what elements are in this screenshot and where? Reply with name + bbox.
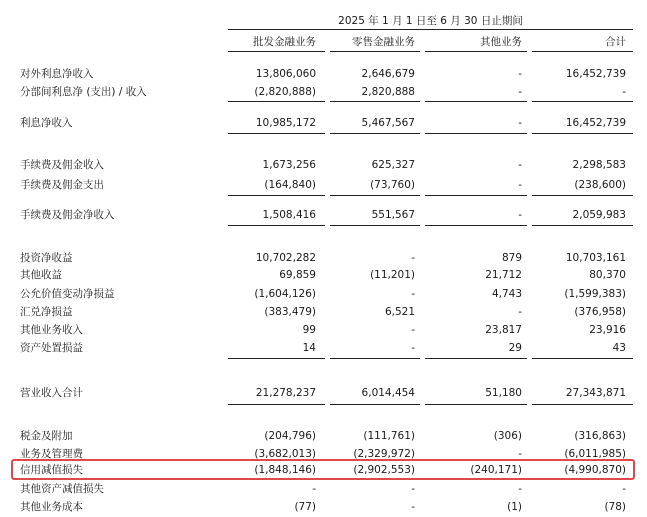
cell-other: - — [518, 68, 522, 80]
subtotal-rule — [330, 358, 420, 359]
cell-total: (4,990,870) — [564, 464, 626, 476]
cell-retail: 625,327 — [371, 159, 415, 171]
col-rule-3 — [425, 51, 527, 52]
table-row — [0, 84, 647, 100]
row-label: 对外利息净收入 — [20, 68, 94, 80]
cell-retail: 5,467,567 — [361, 117, 415, 129]
row-label: 分部间利息净 (支出) / 收入 — [20, 86, 147, 98]
cell-other: (1) — [507, 501, 522, 513]
cell-wholesale: (77) — [294, 501, 316, 513]
col-rule-4 — [532, 51, 633, 52]
subtotal-rule — [532, 101, 633, 102]
subtotal-rule — [425, 101, 527, 102]
subtotal-rule — [532, 358, 633, 359]
cell-total: (376,958) — [574, 306, 626, 318]
row-label: 手续费及佣金净收入 — [20, 209, 115, 221]
cell-total: (238,600) — [574, 179, 626, 191]
cell-total: 80,370 — [589, 269, 626, 281]
cell-wholesale: 10,985,172 — [255, 117, 316, 129]
cell-retail: (111,761) — [363, 430, 415, 442]
cell-other: - — [518, 483, 522, 495]
col-header-total: 合计 — [605, 36, 626, 48]
subtotal-rule — [532, 225, 633, 226]
cell-retail: (2,902,553) — [353, 464, 415, 476]
subtotal-rule — [425, 195, 527, 196]
cell-retail: (2,329,972) — [353, 448, 415, 460]
subtotal-rule — [228, 358, 325, 359]
table-row — [0, 115, 647, 131]
cell-total: 23,916 — [589, 324, 626, 336]
cell-total: 2,059,983 — [572, 209, 626, 221]
row-highlight-box — [11, 459, 635, 480]
cell-other: 21,712 — [485, 269, 522, 281]
period-rule — [228, 29, 633, 30]
cell-retail: (11,201) — [370, 269, 415, 281]
cell-wholesale: (1,604,126) — [254, 288, 316, 300]
row-label: 营业收入合计 — [20, 387, 83, 399]
col-header-retail: 零售金融业务 — [352, 36, 415, 48]
row-label: 手续费及佣金支出 — [20, 179, 104, 191]
cell-retail: - — [411, 501, 415, 513]
row-label: 其他业务收入 — [20, 324, 83, 336]
cell-other: - — [518, 448, 522, 460]
cell-total: (1,599,383) — [564, 288, 626, 300]
cell-retail: 6,521 — [384, 306, 415, 318]
subtotal-rule — [425, 358, 527, 359]
cell-total: - — [622, 86, 626, 98]
cell-retail: 6,014,454 — [361, 387, 415, 399]
cell-wholesale: 69,859 — [279, 269, 316, 281]
cell-total: 2,298,583 — [572, 159, 626, 171]
cell-total: 43 — [612, 342, 626, 354]
cell-wholesale: (3,682,013) — [254, 448, 316, 460]
cell-retail: - — [411, 483, 415, 495]
table-row — [0, 385, 647, 401]
table-row — [0, 322, 647, 338]
subtotal-rule — [330, 225, 420, 226]
cell-retail: - — [411, 324, 415, 336]
cell-total: 16,452,739 — [565, 68, 626, 80]
cell-other: (240,171) — [470, 464, 522, 476]
cell-wholesale: 1,508,416 — [262, 209, 316, 221]
subtotal-rule — [228, 195, 325, 196]
cell-wholesale: (383,479) — [264, 306, 316, 318]
subtotal-rule — [330, 133, 420, 134]
cell-other: - — [518, 306, 522, 318]
cell-other: - — [518, 209, 522, 221]
table-row — [0, 428, 647, 444]
cell-wholesale: (204,796) — [264, 430, 316, 442]
table-row — [0, 66, 647, 82]
subtotal-rule — [532, 195, 633, 196]
table-row — [0, 267, 647, 283]
cell-other: - — [518, 86, 522, 98]
cell-wholesale: 13,806,060 — [255, 68, 316, 80]
row-label: 其他收益 — [20, 269, 62, 281]
cell-retail: (73,760) — [370, 179, 415, 191]
table-row — [0, 499, 647, 515]
cell-wholesale: (2,820,888) — [254, 86, 316, 98]
row-label: 税金及附加 — [20, 430, 73, 442]
subtotal-rule — [425, 225, 527, 226]
row-label: 利息净收入 — [20, 117, 73, 129]
cell-total: 10,703,161 — [565, 252, 626, 264]
cell-other: 879 — [501, 252, 522, 264]
cell-wholesale: 21,278,237 — [255, 387, 316, 399]
cell-retail: - — [411, 288, 415, 300]
cell-total: 16,452,739 — [565, 117, 626, 129]
cell-other: - — [518, 117, 522, 129]
col-rule-2 — [330, 51, 420, 52]
cell-other: 29 — [508, 342, 522, 354]
row-label: 资产处置损益 — [20, 342, 83, 354]
subtotal-rule — [532, 133, 633, 134]
cell-total: (6,011,985) — [564, 448, 626, 460]
subtotal-rule — [228, 225, 325, 226]
cell-wholesale: (164,840) — [264, 179, 316, 191]
cell-wholesale: 1,673,256 — [262, 159, 316, 171]
table-row — [0, 481, 647, 497]
subtotal-rule — [330, 101, 420, 102]
row-label: 信用减值损失 — [20, 464, 83, 476]
subtotal-rule — [330, 404, 420, 405]
cell-retail: 2,646,679 — [361, 68, 415, 80]
table-row — [0, 177, 647, 193]
subtotal-rule — [330, 195, 420, 196]
row-label: 投资净收益 — [20, 252, 73, 264]
cell-other: 23,817 — [485, 324, 522, 336]
cell-retail: 551,567 — [371, 209, 415, 221]
cell-total: (78) — [604, 501, 626, 513]
table-row — [0, 207, 647, 223]
subtotal-rule — [228, 133, 325, 134]
subtotal-rule — [425, 404, 527, 405]
cell-retail: - — [411, 252, 415, 264]
cell-total: - — [622, 483, 626, 495]
cell-retail: 2,820,888 — [361, 86, 415, 98]
col-header-other: 其他业务 — [480, 36, 522, 48]
cell-wholesale: 14 — [302, 342, 316, 354]
row-label: 汇兑净损益 — [20, 306, 73, 318]
cell-total: (316,863) — [574, 430, 626, 442]
table-row — [0, 340, 647, 356]
cell-wholesale: 99 — [302, 324, 316, 336]
cell-other: - — [518, 159, 522, 171]
row-label: 手续费及佣金收入 — [20, 159, 104, 171]
subtotal-rule — [228, 404, 325, 405]
row-label: 公允价值变动净损益 — [20, 288, 115, 300]
row-label: 其他业务成本 — [20, 501, 83, 513]
cell-total: 27,343,871 — [565, 387, 626, 399]
cell-retail: - — [411, 342, 415, 354]
table-row — [0, 157, 647, 173]
cell-wholesale: (1,848,146) — [254, 464, 316, 476]
subtotal-rule — [228, 101, 325, 102]
cell-wholesale: 10,702,282 — [255, 252, 316, 264]
subtotal-rule — [532, 404, 633, 405]
cell-other: - — [518, 179, 522, 191]
table-row — [0, 250, 647, 266]
cell-wholesale: - — [312, 483, 316, 495]
period-header: 2025 年 1 月 1 日至 6 月 30 日止期间 — [338, 15, 523, 27]
row-label: 业务及管理费 — [20, 448, 83, 460]
cell-other: (306) — [493, 430, 522, 442]
col-header-wholesale: 批发金融业务 — [253, 36, 316, 48]
row-label: 其他资产减值损失 — [20, 483, 104, 495]
col-rule-1 — [228, 51, 325, 52]
cell-other: 51,180 — [485, 387, 522, 399]
table-row — [0, 304, 647, 320]
subtotal-rule — [425, 133, 527, 134]
cell-other: 4,743 — [491, 288, 522, 300]
table-row — [0, 286, 647, 302]
